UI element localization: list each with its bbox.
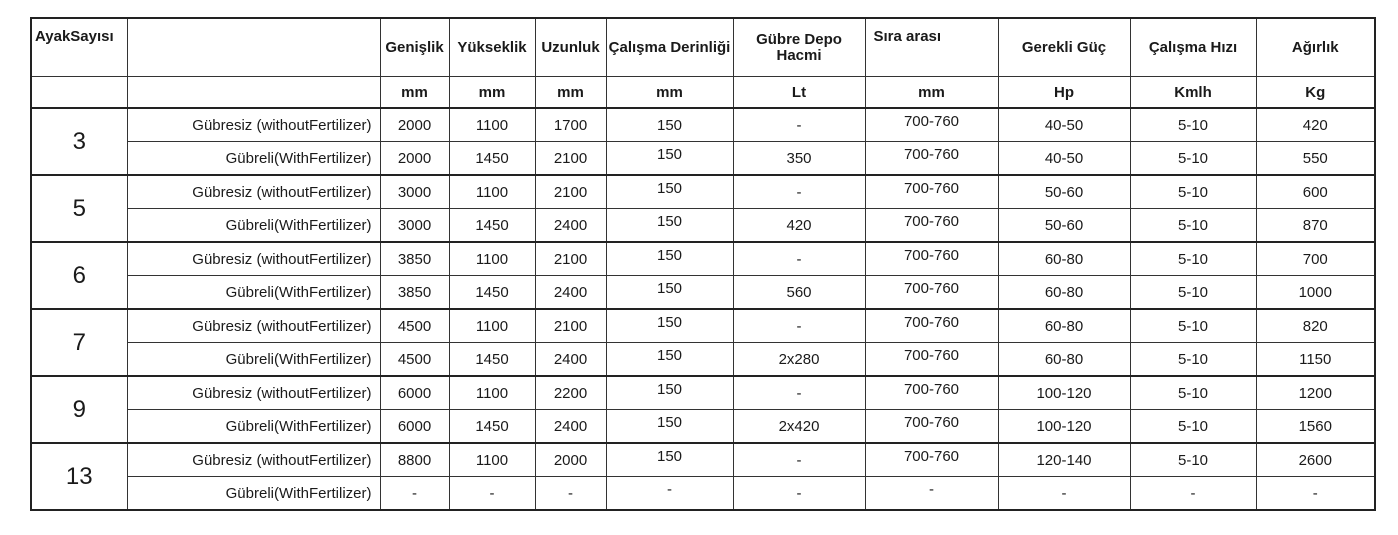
value-cell: 150 [606,443,733,477]
value-cell: 1200 [1256,376,1375,410]
value-cell: 1450 [449,209,535,243]
value-cell: 560 [733,276,865,310]
table-row [31,309,1375,343]
header-gubre-depo-hacmi: Gübre Depo Hacmi [733,18,865,77]
value-cell: 1450 [449,343,535,377]
value-cell: 5-10 [1130,343,1256,377]
value-cell: 5-10 [1130,242,1256,276]
value-cell: - [998,477,1130,511]
value-cell: 700-760 [865,410,998,444]
model-cell: Gübresiz (withoutFertilizer) [127,175,380,209]
value-cell: 150 [606,276,733,310]
value-cell: 2x420 [733,410,865,444]
value-cell: 700-760 [865,376,998,410]
value-cell: 2000 [380,108,449,142]
header-calisma-hizi: Çalışma Hızı [1130,18,1256,77]
value-cell: 100-120 [998,410,1130,444]
table-row [31,276,1375,310]
value-cell: 100-120 [998,376,1130,410]
unit-cell: mm [449,77,535,109]
table-row [31,242,1375,276]
table-row [31,142,1375,176]
value-cell: - [1130,477,1256,511]
value-cell: 4500 [380,309,449,343]
value-cell: 420 [733,209,865,243]
header-yukseklik: Yükseklik [449,18,535,77]
header-gerekli-guc: Gerekli Güç [998,18,1130,77]
value-cell: 5-10 [1130,376,1256,410]
unit-cell: mm [865,77,998,109]
header-row [31,18,1375,77]
table-row [31,209,1375,243]
value-cell: - [865,477,998,511]
value-cell: 150 [606,175,733,209]
unit-cell: mm [606,77,733,109]
model-cell: Gübreli(WithFertilizer) [127,477,380,511]
value-cell: 2100 [535,175,606,209]
value-cell: 1100 [449,309,535,343]
units-row [31,77,1375,109]
table-row [31,443,1375,477]
value-cell: 3000 [380,175,449,209]
value-cell: - [733,443,865,477]
value-cell: 550 [1256,142,1375,176]
value-cell: 4500 [380,343,449,377]
value-cell: 150 [606,410,733,444]
value-cell: 2100 [535,242,606,276]
value-cell: 2100 [535,142,606,176]
value-cell: 700-760 [865,142,998,176]
value-cell: 1450 [449,142,535,176]
value-cell: 60-80 [998,242,1130,276]
value-cell: - [535,477,606,511]
value-cell: 2x280 [733,343,865,377]
model-cell: Gübresiz (withoutFertilizer) [127,443,380,477]
value-cell: 150 [606,376,733,410]
value-cell: 700-760 [865,209,998,243]
table-row [31,410,1375,444]
model-cell: Gübreli(WithFertilizer) [127,276,380,310]
header-calisma-derinligi: Çalışma Derinliği [606,18,733,77]
value-cell: 1150 [1256,343,1375,377]
spec-table [30,17,1376,511]
value-cell: 420 [1256,108,1375,142]
value-cell: 150 [606,309,733,343]
value-cell: 5-10 [1130,209,1256,243]
model-cell: Gübreli(WithFertilizer) [127,343,380,377]
value-cell: 2000 [380,142,449,176]
value-cell: 5-10 [1130,443,1256,477]
value-cell: 60-80 [998,343,1130,377]
value-cell: 5-10 [1130,142,1256,176]
ayak-sayisi-cell: 3 [31,108,127,175]
unit-cell: mm [380,77,449,109]
value-cell: 1000 [1256,276,1375,310]
value-cell: 150 [606,142,733,176]
value-cell: 5-10 [1130,309,1256,343]
model-cell: Gübreli(WithFertilizer) [127,410,380,444]
value-cell: 150 [606,242,733,276]
model-cell: Gübresiz (withoutFertilizer) [127,242,380,276]
value-cell: 1100 [449,376,535,410]
header-genislik: Genişlik [380,18,449,77]
value-cell: - [733,108,865,142]
model-cell: Gübresiz (withoutFertilizer) [127,309,380,343]
value-cell: 5-10 [1130,175,1256,209]
value-cell: 50-60 [998,175,1130,209]
value-cell: 700-760 [865,309,998,343]
value-cell: 3850 [380,242,449,276]
value-cell: - [733,477,865,511]
value-cell: 5-10 [1130,108,1256,142]
value-cell: 3850 [380,276,449,310]
ayak-sayisi-cell: 6 [31,242,127,309]
value-cell: 1100 [449,175,535,209]
value-cell: 60-80 [998,309,1130,343]
ayak-sayisi-cell: 13 [31,443,127,510]
table-row [31,108,1375,142]
value-cell: 870 [1256,209,1375,243]
value-cell: 150 [606,343,733,377]
value-cell: 50-60 [998,209,1130,243]
value-cell: 700-760 [865,343,998,377]
model-cell: Gübreli(WithFertilizer) [127,142,380,176]
value-cell: 350 [733,142,865,176]
value-cell: 1100 [449,242,535,276]
value-cell: 820 [1256,309,1375,343]
unit-cell [31,77,127,109]
table-row [31,376,1375,410]
value-cell: - [733,242,865,276]
model-cell: Gübresiz (withoutFertilizer) [127,108,380,142]
value-cell: 2600 [1256,443,1375,477]
value-cell: 700-760 [865,276,998,310]
value-cell: - [1256,477,1375,511]
value-cell: 1450 [449,276,535,310]
value-cell: 2400 [535,410,606,444]
unit-cell: Kmlh [1130,77,1256,109]
value-cell: 2000 [535,443,606,477]
value-cell: 8800 [380,443,449,477]
value-cell: - [733,376,865,410]
value-cell: 60-80 [998,276,1130,310]
value-cell: 150 [606,209,733,243]
header-uzunluk: Uzunluk [535,18,606,77]
value-cell: 700 [1256,242,1375,276]
value-cell: 2400 [535,276,606,310]
value-cell: 1450 [449,410,535,444]
value-cell: 700-760 [865,443,998,477]
value-cell: 5-10 [1130,410,1256,444]
header-model [127,18,380,77]
value-cell: 1560 [1256,410,1375,444]
value-cell: 600 [1256,175,1375,209]
value-cell: 1100 [449,108,535,142]
value-cell: - [380,477,449,511]
value-cell: - [606,477,733,511]
value-cell: 6000 [380,410,449,444]
value-cell: 700-760 [865,108,998,142]
value-cell: 2100 [535,309,606,343]
value-cell: - [733,175,865,209]
value-cell: 3000 [380,209,449,243]
table-row [31,343,1375,377]
value-cell: 40-50 [998,108,1130,142]
value-cell: - [449,477,535,511]
unit-cell: Lt [733,77,865,109]
table-body [31,108,1375,510]
unit-cell [127,77,380,109]
model-cell: Gübreli(WithFertilizer) [127,209,380,243]
value-cell: - [733,309,865,343]
value-cell: 6000 [380,376,449,410]
value-cell: 120-140 [998,443,1130,477]
value-cell: 150 [606,108,733,142]
value-cell: 700-760 [865,242,998,276]
unit-cell: mm [535,77,606,109]
unit-cell: Kg [1256,77,1375,109]
value-cell: 2200 [535,376,606,410]
model-cell: Gübresiz (withoutFertilizer) [127,376,380,410]
value-cell: 40-50 [998,142,1130,176]
ayak-sayisi-cell: 9 [31,376,127,443]
value-cell: 700-760 [865,175,998,209]
value-cell: 2400 [535,343,606,377]
unit-cell: Hp [998,77,1130,109]
table-row [31,175,1375,209]
value-cell: 1100 [449,443,535,477]
value-cell: 2400 [535,209,606,243]
value-cell: 1700 [535,108,606,142]
header-ayak-sayisi: AyakSayısı [31,18,127,77]
value-cell: 5-10 [1130,276,1256,310]
ayak-sayisi-cell: 7 [31,309,127,376]
ayak-sayisi-cell: 5 [31,175,127,242]
table-row [31,477,1375,511]
header-sira-arasi: Sıra arası [865,18,998,77]
header-agirlik: Ağırlık [1256,18,1375,77]
